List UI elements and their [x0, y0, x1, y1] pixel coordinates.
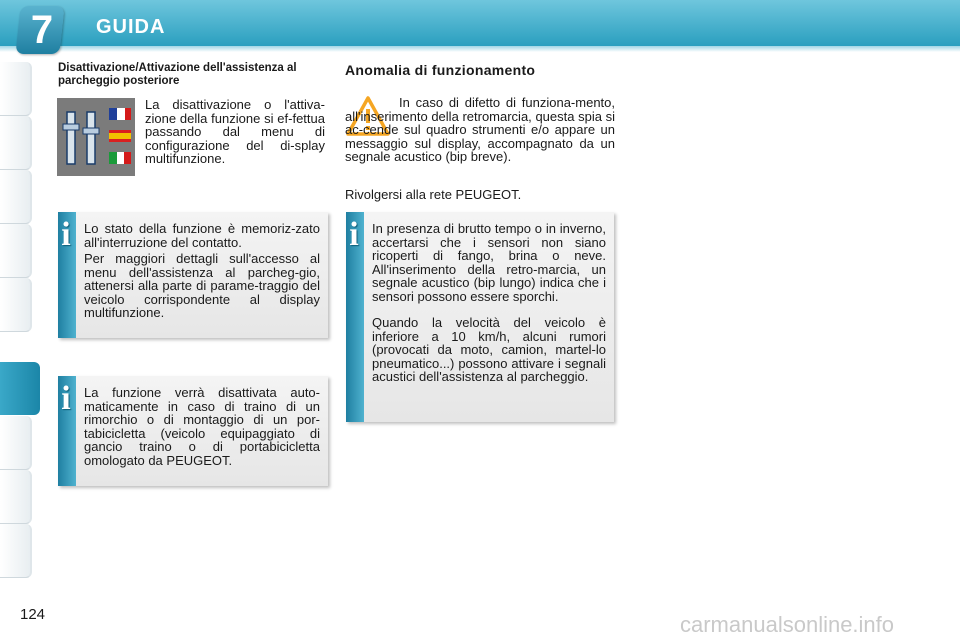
side-tab[interactable] [0, 62, 32, 116]
intro-text: La disattivazione o l'attiva-zione della funzione si ef-fettua passando dal menu di configurazione del di-splay multifunzione. [145, 97, 325, 166]
settings-slider-flags-icon [57, 98, 135, 176]
info-text: La funzione verrà disattivata auto-maticamente in caso di traino di un rimorchio o di montaggio di un por-tabicicletta (veicolo equipaggiato di gancio traino o di portabicicletta omologato da PEUGEOT. [84, 385, 320, 468]
header-shadow [0, 46, 960, 52]
info-box [58, 212, 328, 338]
side-tab[interactable] [0, 416, 32, 470]
anomaly-text: In caso di difetto di funziona-mento, all'inserimento della retromarcia, questa spia si ac-cende sul quadro strumenti e/o appare un messaggio sul display, accompagnato da un segnale acustico (bip breve). [345, 95, 615, 164]
info-icon: i [61, 216, 71, 253]
watermark: carmanualsonline.info [680, 612, 895, 637]
side-tab[interactable] [0, 170, 32, 224]
section-heading: Disattivazione/Attivazione dell'assistenza al parcheggio posteriore [58, 62, 297, 87]
side-tab[interactable] [0, 224, 32, 278]
info-text: Per maggiori dettagli sull'accesso al menu dell'assistenza al parcheg-gio, attenersi alla parte di parame-traggio del veicolo corrispondente al display multifunzione. [84, 251, 320, 320]
section-title: Anomalia di funzionamento [345, 62, 536, 78]
side-tab[interactable] [0, 470, 32, 524]
info-box [346, 212, 614, 422]
info-text: Quando la velocità del veicolo è inferiore a 10 km/h, alcuni rumori (provocati da moto, camion, martel-lo pneumatico...) possono attivare i segnali acustici dell'assistenza al parcheggio. [372, 315, 606, 384]
info-text: In presenza di brutto tempo o in inverno, accertarsi che i sensori non siano ricoperti di fango, brina o neve. All'inserimento della retro-marcia, un segnale acustico (bip lungo) indica che i sensori possono essere sporchi. [372, 221, 606, 304]
side-tab-active[interactable] [0, 362, 40, 415]
anomaly-contact-text: Rivolgersi alla rete PEUGEOT. [345, 187, 522, 202]
side-tab[interactable] [0, 524, 32, 578]
side-tab[interactable] [0, 116, 32, 170]
chapter-number: 7 [30, 8, 54, 52]
info-icon: i [61, 380, 71, 417]
page-number: 124 [20, 606, 46, 623]
info-icon: i [349, 216, 359, 253]
info-text: Lo stato della funzione è memoriz-zato all'interruzione del contatto. [84, 221, 320, 250]
info-box [58, 376, 328, 486]
chapter-title: GUIDA [96, 16, 166, 38]
side-tab-strip [0, 62, 34, 582]
side-tab[interactable] [0, 278, 32, 332]
